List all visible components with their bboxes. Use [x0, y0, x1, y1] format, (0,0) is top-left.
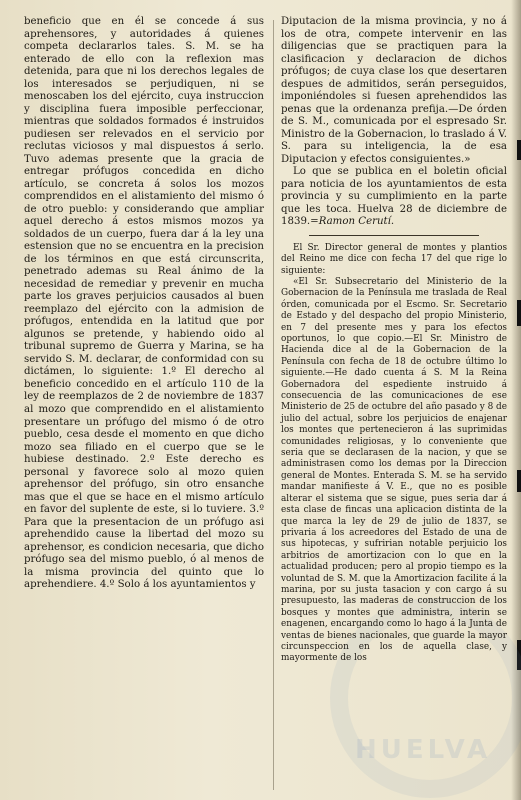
section-rule — [309, 235, 479, 236]
binding-mark — [517, 470, 521, 492]
right-paragraph-2 — [281, 166, 507, 229]
binding-mark — [517, 140, 521, 160]
right-paragraph-3: El Sr. Director general de montes y plantios del Reino me dice con fecha 17 del que rige lo siguiente: — [281, 242, 507, 276]
column-divider — [273, 20, 274, 790]
library-watermark-text: HUELVA — [355, 735, 492, 765]
left-column — [24, 16, 264, 592]
right-paragraph-4: «El Sr. Subsecretario del Ministerio de la Gobernacion de la Península me traslada de Real órden, comunicada por el Escmo. Sr. Secretario de Estado y del despacho del propio Ministerio, en 7 del presente mes y para los efectos oportunos, lo que copio.—El Sr. Ministro de Hacienda dice al de la Gobernacion de la Península con fecha de 18 de octubre último lo siguiente.—He dado cuenta á S. M la Reina Gobernadora del espediente instruido á consecuencia de las comunicaciones de ese Ministerio de 25 de octubre del año pasado y 8 de julio del actual, sobre los perjuicios de enajenar los montes que pertenecieron á las suprimidas comunidades religiosas, y lo conveniente que seria que se declarasen de la nacion, y que se administrasen como los demas por la Direccion general de Montes. Enterada S. M. se ha servido mandar manifieste á V. E., que no es posible alterar el sistema que se sigue, pues seria dar á esta clase de fincas una aplicacion distinta de la que marca la ley de 29 de julio de 1837, se privaria á los acreedores del Estado de una de sus hipotecas, y sufririan notable perjuicio los arbitrios de amortizacion con lo que en la actualidad producen; pero al propio tiempo es la voluntad de S. M. que la Amortizacion facilite á la marina, por su justa tasacion y con cargo á su presupuesto, las maderas de construccion de los bosques y montes que administra, interin se enagenen, encargando como lo hago á la Junta de ventas de bienes nacionales, que guarde la mayor circunspeccion en los de aquella clase, y mayormente de los — [281, 276, 507, 664]
right-column — [281, 16, 507, 665]
left-paragraph: beneficio que en él se concede á sus aprehensores, y autoridades á quienes competa declararlos tales. S. M. se ha enterado de ello con la reflexion mas detenida, para que ni los derechos legales de los interesados se perjudiquen, ni se menoscaben los del ejército, cuya instruccion y disciplina fuera imposible perfeccionar, mientras que soldados formados é instruidos pudiesen ser relevados en el servicio por reclutas viciosos y mal dispuestos á serlo. Tuvo ademas presente que la gracia de entregar prófugos concedida en dicho artículo, se concreta á solos los mozos comprendidos en el alistamiento del mismo ó de otro pueblo: y considerando que ampliar aquel derecho á estos mismos mozos ya soldados de un cuerpo, fuera dar á la ley una estension que no se encuentra en la precision de los términos en que está circunscrita, penetrado ademas su Real ánimo de la necesidad de remediar y prevenir en mucha parte los graves perjuicios causados al buen reemplazo del ejército con la admision de prófugos, entendida en la latitud que por algunos se pretende, y habiendo oido al tribunal supremo de Guerra y Marina, se ha servido S. M. declarar, de conformidad con su dictámen, lo siguiente: 1.º El derecho al beneficio concedido en el artículo 110 de la ley de reemplazos de 2 de noviembre de 1837 al mozo que comprendido en el alistamiento presentare un prófugo del mismo ó de otro pueblo, cesa desde el momento en que dicho mozo sea filiado en el cuerpo que se le hubiese destinado. 2.º Este derecho es personal y favorece solo al mozo quien aprehensor del prófugo, sin otro ensanche mas que el que se hace en el mismo artículo en favor del suplente de este, si lo tuviere. 3.º Para que la presentacion de un prófugo asi aprehendido cause la libertad del mozo su aprehensor, es condicion necesaria, que dicho prófugo sea del mismo pueblo, ó al menos de la misma provincia del quinto que lo aprehendiere. 4.º Solo á los ayuntamientos y — [24, 16, 264, 591]
right-paragraph-1: Diputacion de la misma provincia, y no á los de otra, compete intervenir en las diligencias que se practiquen para la clasificacion y declaracion de dichos prófugos; de cuya clase los que desertaren despues de admitidos, serán perseguidos, imponiéndoles si fuesen aprehendidos las penas que la ordenanza prefija.—De órden de S. M., comunicada por el espresado Sr. Ministro de la Gobernacion, lo traslado á V. S. para su inteligencia, la de esa Diputacion y efectos consiguientes.» — [281, 16, 507, 165]
signature: Ramon Cerutí. — [318, 216, 395, 228]
publication-note: Lo que se publica en el boletin oficial para noticia de los ayuntamientos de esta provincia y su cumplimiento en la parte que les toca. Huelva 28 de diciembre de 1839.= — [281, 166, 507, 228]
binding-mark — [517, 300, 521, 326]
